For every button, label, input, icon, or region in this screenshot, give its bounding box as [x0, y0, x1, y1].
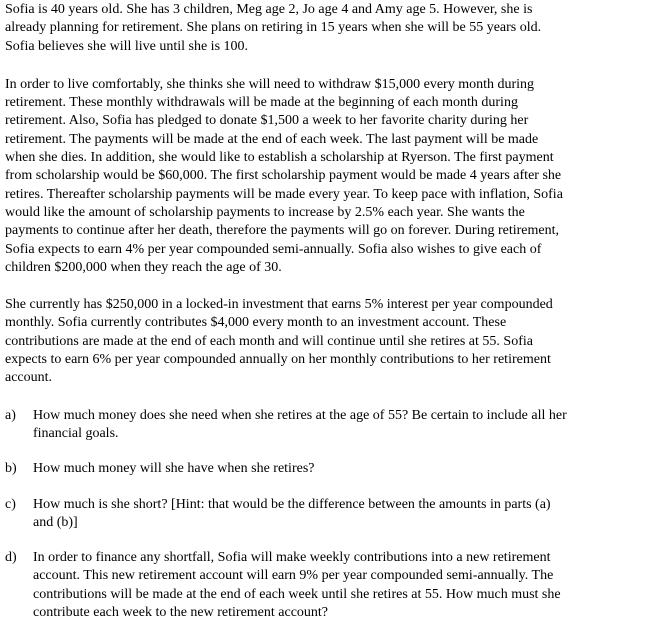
question-text: How much is she short? [Hint: that would be the difference between the amounts in parts (a) and (b)] [33, 496, 551, 530]
question-c [5, 496, 648, 533]
question-label: d) [5, 550, 17, 566]
question-label: a) [5, 407, 16, 423]
intro-paragraph: Sofia is 40 years old. She has 3 children, Meg age 2, Jo age 4 and Amy age 5. However, she is already planning for retirement. She plans on retiring in 15 years when she will be 55 years old. Sofia believes she will live until she is 100. [5, 2, 542, 54]
question-text: How much money will she have when she retires? [33, 461, 315, 477]
question-d [5, 549, 648, 622]
retirement-goals-paragraph: In order to live comfortably, she thinks she will need to withdraw $15,000 every month during retirement. These monthly withdrawals will be made at the beginning of each month during retirement. Also, Sofia has pledged to donate $1,500 a week to her favorite charity during her retirement. The payments will be made at the end of each week. The last payment will be made when she dies. In addition, she would like to establish a scholarship at Ryerson. The first payment from scholarship would be $60,000. The first scholarship payment would be made 4 years after she retires. Thereafter scholarship payments will be made every year. To keep pace with inflation, Sofia would like the amount of scholarship payments to increase by 2.5% each year. She wants the payments to continue after her death, therefore the payments will go on forever. During retirement, Sofia expects to earn 4% per year compounded semi-annually. Sofia also wishes to give each of children $200,000 when they reach the age of 30. [5, 76, 563, 275]
question-b [5, 460, 648, 478]
question-text: How much money does she need when she retires at the age of 55? Be certain to include all her financial goals. [33, 407, 567, 441]
question-label: b) [5, 461, 17, 477]
current-savings-paragraph: She currently has $250,000 in a locked-in investment that earns 5% interest per year compounded monthly. Sofia currently contributes $4,000 every month to an investment account. These contributions are made at the end of each month and will continue until she retires at 55. Sofia expects to earn 6% per year compounded annually on her monthly contributions to her retirement account. [5, 297, 553, 386]
question-a [5, 407, 648, 444]
question-label: c) [5, 496, 16, 512]
question-text: In order to finance any shortfall, Sofia will make weekly contributions into a new retirement account. This new retirement account will earn 9% per year compounded semi-annually. The contributions will be made at the end of each week until she retires at 55. How much must she contribute each week to the new retirement account? [33, 550, 561, 621]
